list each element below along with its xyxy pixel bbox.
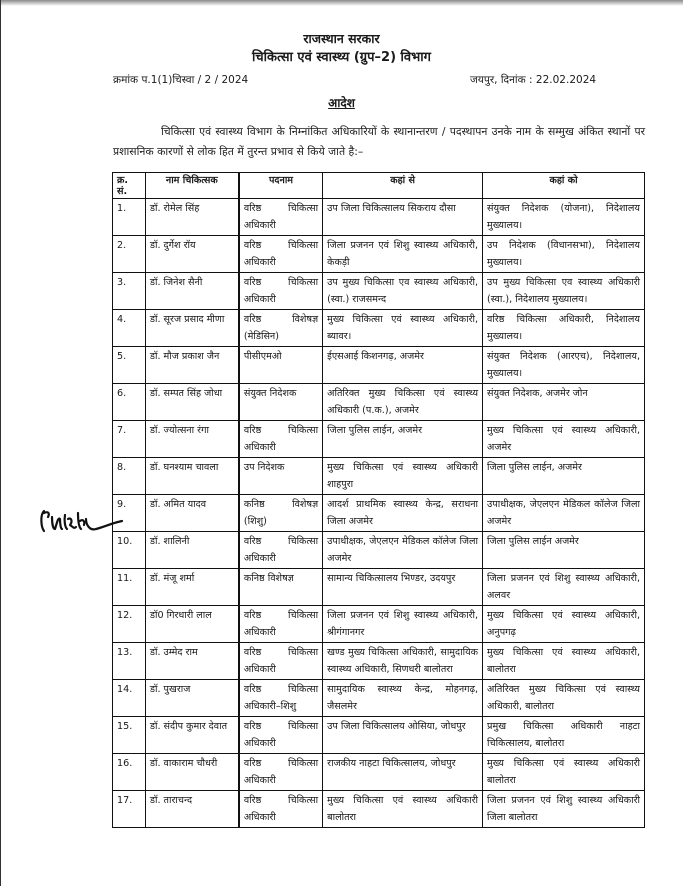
- table-row: [113, 495, 645, 532]
- cell-to: मुख्य चिकित्सा एवं स्वास्थ्य अधिकारी, बालोतरा: [483, 643, 645, 680]
- table-row: [113, 458, 645, 495]
- cell-from: मुख्य चिकित्सा एवं स्वास्थ्य अधिकारी, ब्यावर।: [323, 310, 483, 347]
- table-header-row: [113, 173, 645, 199]
- cell-sno: 14.: [113, 680, 146, 717]
- table-row: [113, 310, 645, 347]
- table-row: [113, 532, 645, 569]
- cell-sno: 17.: [113, 791, 146, 828]
- cell-designation: वरिष्ठ चिकित्सा अधिकारी: [239, 717, 323, 754]
- cell-name: डॉ. अमित यादव: [145, 495, 239, 532]
- cell-from: मुख्य चिकित्सा एवं स्वास्थ्य अधिकारी शाहपुरा: [323, 458, 483, 495]
- cell-to: मुख्य चिकित्सा एवं स्वास्थ्य अधिकारी, अजमेर: [483, 421, 645, 458]
- cell-sno: 15.: [113, 717, 146, 754]
- cell-designation: पीसीएमओ: [239, 347, 323, 384]
- cell-from: मुख्य चिकित्सा एवं स्वास्थ्य अधिकारी बालोतरा: [323, 791, 483, 828]
- table-row: [113, 791, 645, 828]
- cell-from: उपाधीक्षक, जेएलएन मेडिकल कॉलेज जिला अजमेर: [323, 532, 483, 569]
- cell-name: डॉ0 गिरधारी लाल: [145, 606, 239, 643]
- reference-number: क्रमांक प.1(1)चिस्वा / 2 / 2024: [113, 74, 249, 86]
- cell-name: डॉ. पुखराज: [145, 680, 239, 717]
- cell-designation: वरिष्ठ चिकित्सा अधिकारी: [239, 236, 323, 273]
- cell-from: जिला पुलिस लाईन, अजमेर: [323, 421, 483, 458]
- cell-from: जिला प्रजनन एवं शिशु स्वास्थ्य अधिकारी, श्रीगंगानगर: [323, 606, 483, 643]
- cell-sno: 1.: [113, 199, 146, 236]
- handwritten-signature: [38, 505, 128, 535]
- table-row: [113, 236, 645, 273]
- cell-designation: वरिष्ठ चिकित्सा अधिकारी: [239, 199, 323, 236]
- cell-designation: वरिष्ठ चिकित्सा अधिकारी: [239, 643, 323, 680]
- table-row: [113, 717, 645, 754]
- cell-designation: वरिष्ठ चिकित्सा अधिकारी: [239, 791, 323, 828]
- cell-sno: 8.: [113, 458, 146, 495]
- col-header-name: नाम चिकित्सक: [145, 173, 239, 199]
- cell-designation: वरिष्ठ चिकित्सा अधिकारी: [239, 532, 323, 569]
- cell-name: डॉ. दुर्गेश रॉय: [145, 236, 239, 273]
- place-date: जयपुर, दिनांक : 22.02.2024: [470, 74, 597, 86]
- cell-sno: 4.: [113, 310, 146, 347]
- cell-sno: 12.: [113, 606, 146, 643]
- table-row: [113, 680, 645, 717]
- cell-to: संयुक्त निदेशक (योजना), निदेशालय मुख्यालय।: [483, 199, 645, 236]
- cell-to: उप मुख्य चिकित्सा एव स्वास्थ्य अधिकारी (स्वा.), निदेशालय मुख्यालय।: [483, 273, 645, 310]
- cell-to: जिला प्रजनन एवं शिशु स्वास्थ्य अधिकारी जिला बालोतरा: [483, 791, 645, 828]
- cell-to: जिला प्रजनन एवं शिशु स्वास्थ्य अधिकारी, अलवर: [483, 569, 645, 606]
- cell-sno: 5.: [113, 347, 146, 384]
- cell-name: डॉ. घनश्याम चावला: [145, 458, 239, 495]
- table-row: [113, 643, 645, 680]
- table-body: [113, 199, 645, 828]
- cell-sno: 10.: [113, 532, 146, 569]
- scan-top-shadow: [0, 0, 683, 6]
- cell-from: जिला प्रजनन एवं शिशु स्वास्थ्य अधिकारी, केकड़ी: [323, 236, 483, 273]
- cell-name: डॉ. ज्योत्सना रंगा: [145, 421, 239, 458]
- table-row: [113, 754, 645, 791]
- cell-name: डॉ. संदीप कुमार देवात: [145, 717, 239, 754]
- cell-to: जिला पुलिस लाईन अजमेर: [483, 532, 645, 569]
- department-heading: चिकित्सा एवं स्वास्थ्य (ग्रुप–2) विभाग: [252, 50, 431, 65]
- cell-designation: वरिष्ठ चिकित्सा अधिकारी: [239, 273, 323, 310]
- table-row: [113, 347, 645, 384]
- order-title-text: आदेश: [328, 96, 355, 110]
- cell-from: उप जिला चिकित्सालय ओसिया, जोधपुर: [323, 717, 483, 754]
- cell-designation: वरिष्ठ चिकित्सा अधिकारी: [239, 606, 323, 643]
- cell-sno: 9.: [113, 495, 146, 532]
- cell-sno: 13.: [113, 643, 146, 680]
- cell-from: खण्ड मुख्य चिकित्सा अधिकारी, सामुदायिक स्वास्थ्य अधिकारी, सिणधरी बालोतरा: [323, 643, 483, 680]
- cell-name: डॉ. जिनेश सैनी: [145, 273, 239, 310]
- cell-sno: 6.: [113, 384, 146, 421]
- cell-sno: 11.: [113, 569, 146, 606]
- cell-sno: 16.: [113, 754, 146, 791]
- cell-designation: संयुक्त निदेशक: [239, 384, 323, 421]
- cell-name: डॉ. रोमेल सिंह: [145, 199, 239, 236]
- cell-to: उप निदेशक (विधानसभा), निदेशालय मुख्यालय।: [483, 236, 645, 273]
- cell-designation: उप निदेशक: [239, 458, 323, 495]
- cell-to: जिला पुलिस लाईन, अजमेर: [483, 458, 645, 495]
- cell-to: अतिरिक्त मुख्य चिकित्सा एवं स्वास्थ्य अधिकारी, बालोतरा: [483, 680, 645, 717]
- cell-designation: वरिष्ठ चिकित्सा अधिकारी–शिशु: [239, 680, 323, 717]
- col-header-to: कहां को: [483, 173, 645, 199]
- cell-designation: वरिष्ठ चिकित्सा अधिकारी: [239, 421, 323, 458]
- table-row: [113, 421, 645, 458]
- cell-sno: 2.: [113, 236, 146, 273]
- cell-to: मुख्य चिकित्सा एवं स्वास्थ्य अधिकारी, अनुपगढ़: [483, 606, 645, 643]
- cell-from: सामुदायिक स्वास्थ्य केन्द्र, मोहनगढ़, जैसलमेर: [323, 680, 483, 717]
- table-row: [113, 606, 645, 643]
- cell-to: संयुक्त निदेशक (आरएच), निदेशालय, मुख्यालय।: [483, 347, 645, 384]
- cell-from: ईएसआई किशनगढ़, अजमेर: [323, 347, 483, 384]
- cell-from: सामान्य चिकित्सालय भिण्डर, उदयपुर: [323, 569, 483, 606]
- cell-sno: 3.: [113, 273, 146, 310]
- cell-designation: वरिष्ठ विशेषज्ञ (मेडिसिन): [239, 310, 323, 347]
- col-header-from: कहां से: [323, 173, 483, 199]
- cell-to: मुख्य चिकित्सा एवं स्वास्थ्य अधिकारी बालोतरा: [483, 754, 645, 791]
- government-heading: राजस्थान सरकार: [303, 31, 380, 46]
- table-row: [113, 569, 645, 606]
- cell-name: डॉ. सम्पत सिंह जोधा: [145, 384, 239, 421]
- cell-name: डॉ. ताराचन्द: [145, 791, 239, 828]
- cell-name: डॉ. सूरज प्रसाद मीणा: [145, 310, 239, 347]
- cell-name: डॉ. शालिनी: [145, 532, 239, 569]
- cell-name: डॉ. उम्मेद राम: [145, 643, 239, 680]
- cell-name: डॉ. वाकाराम चौधरी: [145, 754, 239, 791]
- table-row: [113, 273, 645, 310]
- cell-from: उप मुख्य चिकित्सा एव स्वास्थ्य अधिकारी, (स्वा.) राजसमन्द: [323, 273, 483, 310]
- cell-from: राजकीय नाहटा चिकित्सालय, जोधपुर: [323, 754, 483, 791]
- cell-designation: कनिष्ठ विशेषज्ञ (शिशु): [239, 495, 323, 532]
- cell-to: संयुक्त निदेशक, अजमेर जोन: [483, 384, 645, 421]
- table-row: [113, 384, 645, 421]
- cell-sno: 7.: [113, 421, 146, 458]
- cell-to: प्रमुख चिकित्सा अधिकारी नाहटा चिकित्सालय, बालोतरा: [483, 717, 645, 754]
- col-header-sno: क्र. सं.: [113, 173, 146, 199]
- cell-from: आदर्श प्राथमिक स्वास्थ्य केन्द्र, सराधना जिला अजमेर: [323, 495, 483, 532]
- cell-name: डॉ. मंजू शर्मा: [145, 569, 239, 606]
- cell-designation: कनिष्ठ विशेषज्ञ: [239, 569, 323, 606]
- cell-to: उपाधीक्षक, जेएलएन मेडिकल कॉलेज जिला अजमेर: [483, 495, 645, 532]
- order-title: [0, 94, 683, 111]
- table-row: [113, 199, 645, 236]
- cell-from: अतिरिक्त मुख्य चिकित्सा एवं स्वास्थ्य अधिकारी (प.क.), अजमेर: [323, 384, 483, 421]
- cell-name: डॉ. मौज प्रकाश जैन: [145, 347, 239, 384]
- cell-to: वरिष्ठ चिकित्सा अधिकारी, निदेशालय मुख्यालय।: [483, 310, 645, 347]
- scan-left-edge: [0, 0, 1, 886]
- cell-designation: वरिष्ठ चिकित्सा अधिकारी: [239, 754, 323, 791]
- col-header-designation: पदनाम: [239, 173, 323, 199]
- transfer-table: [112, 172, 645, 828]
- intro-paragraph: चिकित्सा एवं स्वास्थ्य विभाग के निम्नांकित अधिकारियों के स्थानान्तरण / पदस्थापन उनके नाम के सम्मुख अंकित स्थानों पर प्रशासनिक कारणों से लोक हित में तुरन्त प्रभाव से किये जाते है:–: [113, 125, 645, 158]
- cell-from: उप जिला चिकित्सालय सिकराय दौसा: [323, 199, 483, 236]
